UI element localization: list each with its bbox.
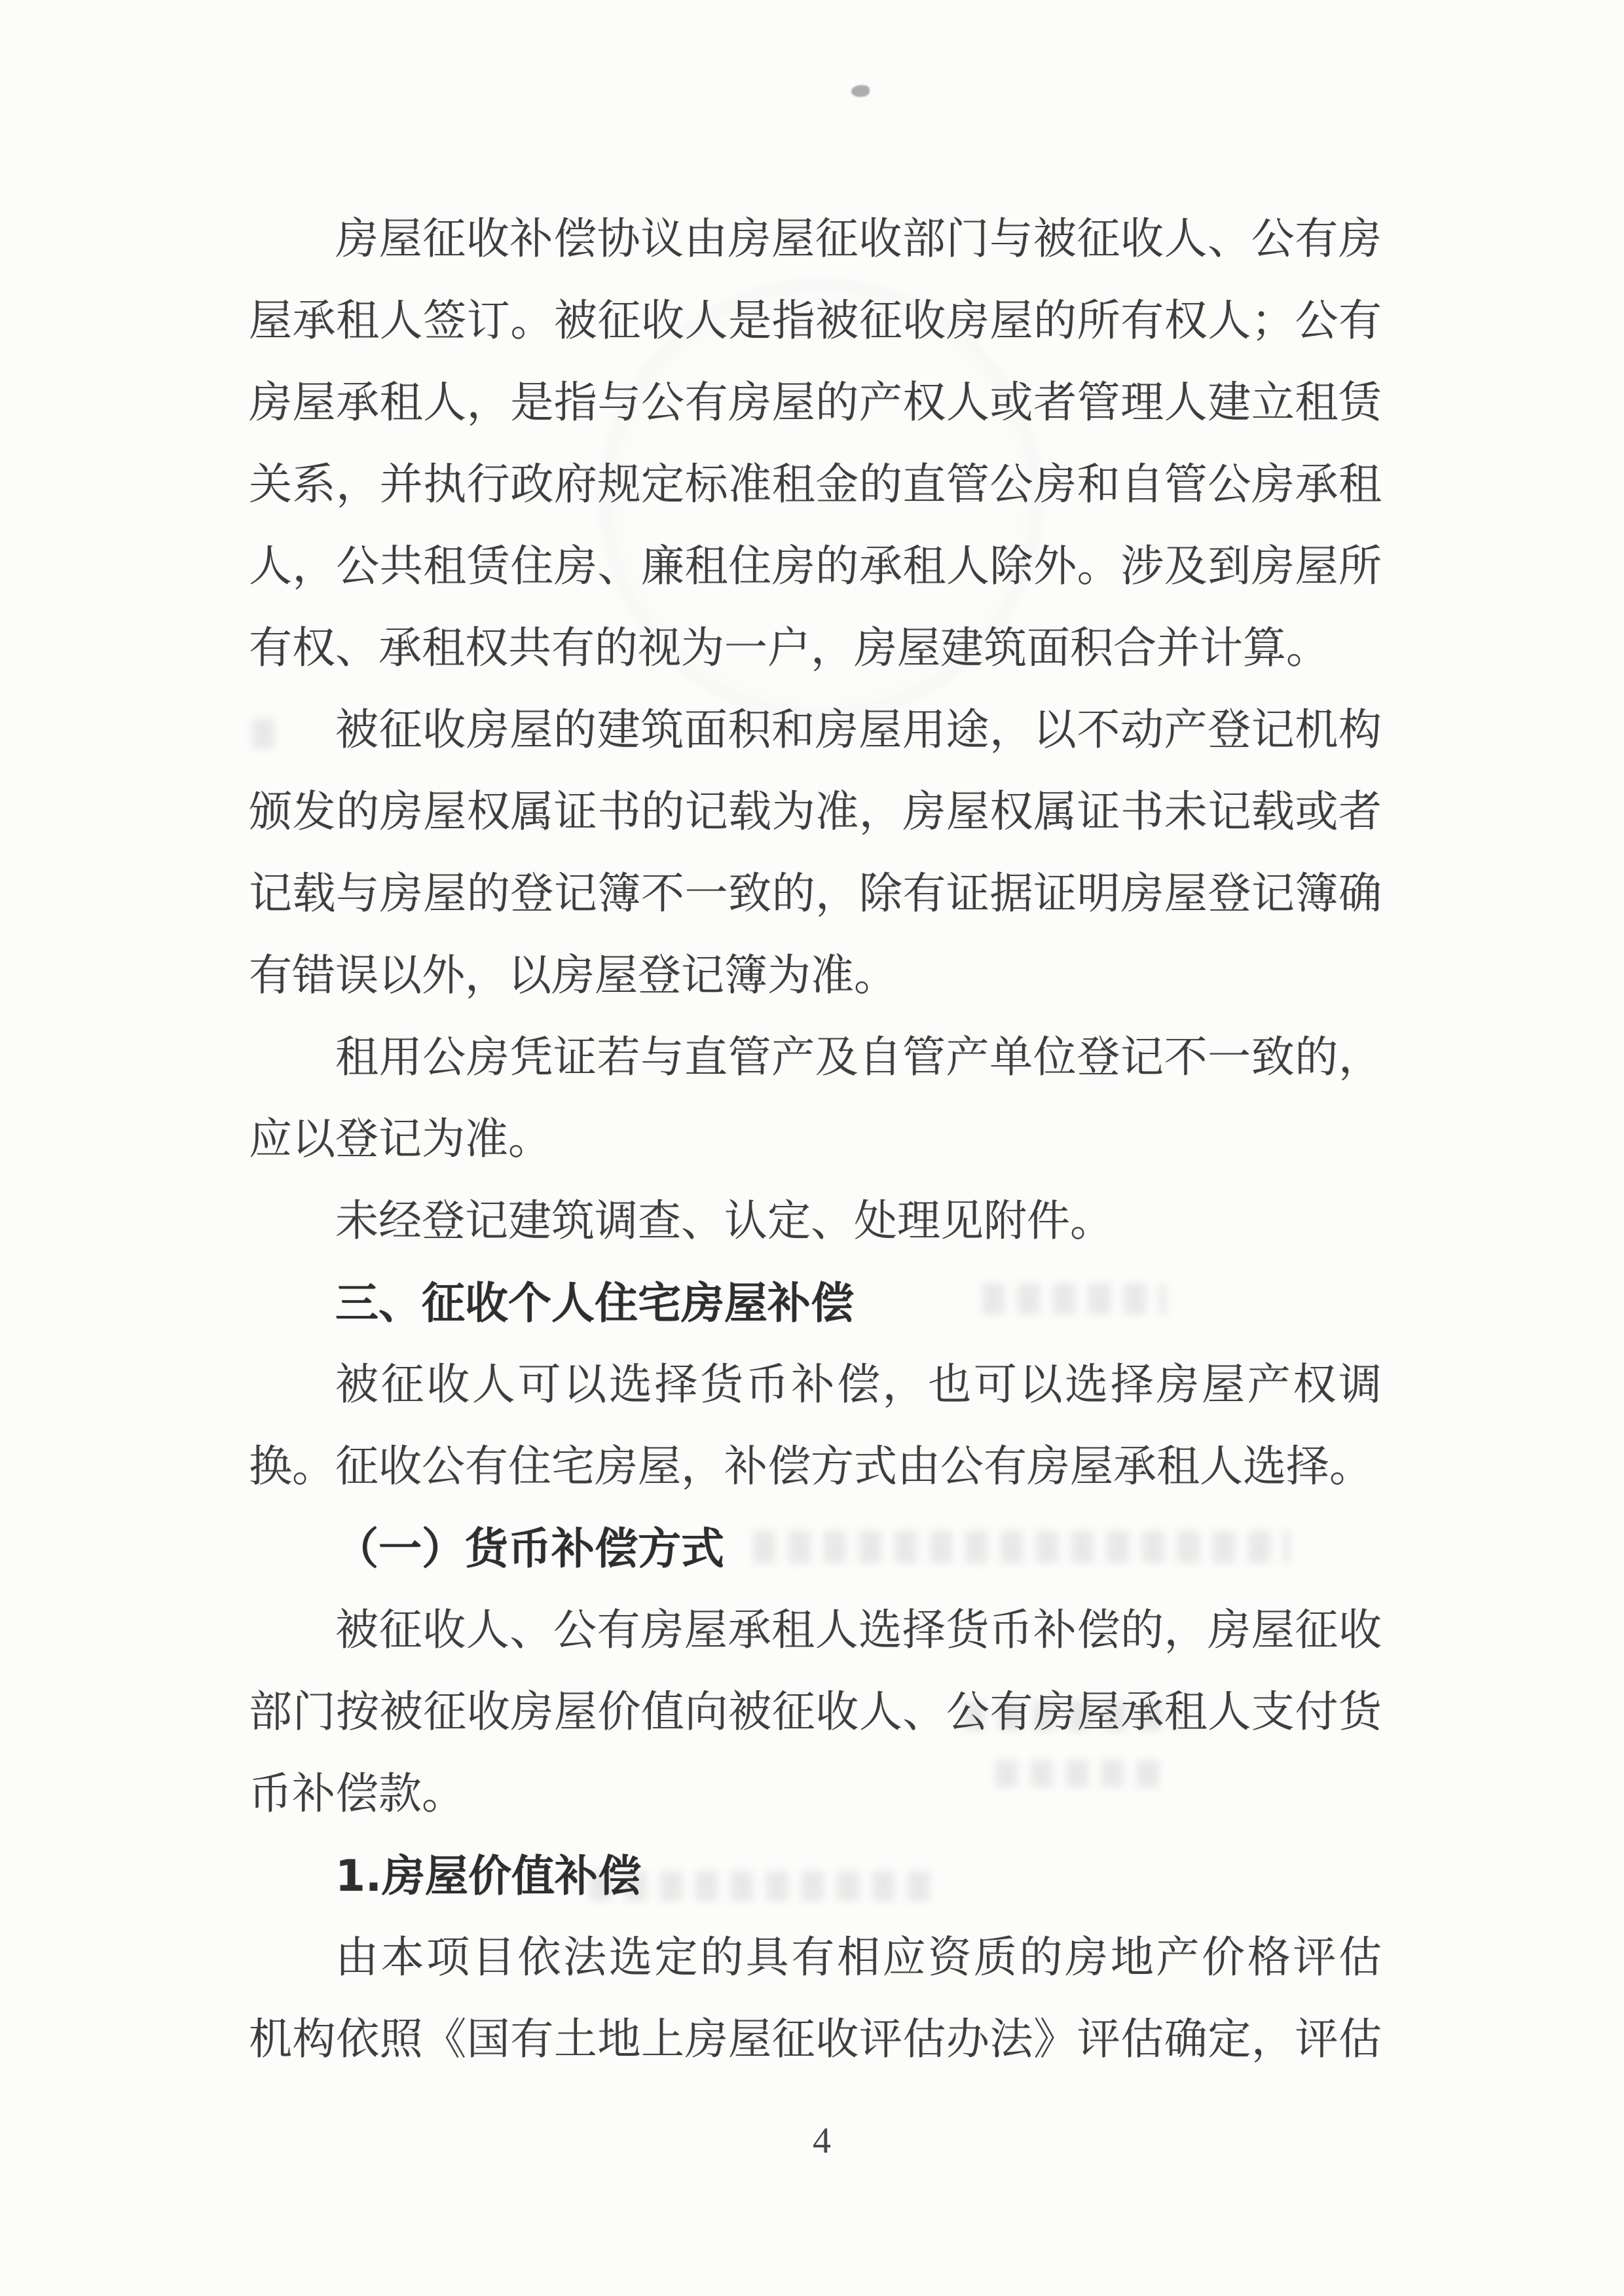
text-line: 记载与房屋的登记簿不一致的，除有证据证明房屋登记簿确 xyxy=(249,870,1382,918)
text-line: 房屋承租人，是指与公有房屋的产权人或者管理人建立租赁 xyxy=(249,379,1382,427)
text-line: 有错误以外，以房屋登记簿为准。 xyxy=(249,952,897,1000)
text-line: 被征收人可以选择货币补偿，也可以选择房屋产权调 xyxy=(335,1361,1382,1409)
scan-speck xyxy=(851,85,870,97)
text-line: 由本项目依法选定的具有相应资质的房地产价格评估 xyxy=(335,1934,1382,1982)
heading-line: （一）货币补偿方式 xyxy=(335,1523,724,1574)
text-line: 应以登记为准。 xyxy=(249,1116,551,1163)
text-line: 部门按被征收房屋价值向被征收人、公有房屋承租人支付货 xyxy=(249,1688,1382,1736)
heading-line: 三、征收个人住宅房屋补偿 xyxy=(335,1278,854,1328)
text-line: 人，公共租赁住房、廉租住房的承租人除外。涉及到房屋所 xyxy=(249,543,1382,591)
text-line: 换。征收公有住宅房屋，补偿方式由公有房屋承租人选择。 xyxy=(249,1443,1373,1491)
text-line: 屋承租人签订。被征收人是指被征收房屋的所有权人；公有 xyxy=(249,297,1382,345)
text-line: 未经登记建筑调查、认定、处理见附件。 xyxy=(335,1197,1113,1245)
text-line: 被征收房屋的建筑面积和房屋用途，以不动产登记机构 xyxy=(335,706,1382,754)
text-line: 机构依照《国有土地上房屋征收评估办法》评估确定，评估 xyxy=(249,2016,1382,2064)
text-line: 关系，并执行政府规定标准租金的直管公房和自管公房承租 xyxy=(249,461,1382,509)
text-line: 币补偿款。 xyxy=(249,1770,465,1818)
text-line: 颁发的房屋权属证书的记载为准，房屋权属证书未记载或者 xyxy=(249,788,1382,836)
document-body xyxy=(249,198,1382,2081)
text-line: 被征收人、公有房屋承租人选择货币补偿的，房屋征收 xyxy=(335,1607,1382,1654)
heading-line: 1.房屋价值补偿 xyxy=(335,1851,641,1901)
page-number: 4 xyxy=(813,2121,831,2161)
text-line: 房屋征收补偿协议由房屋征收部门与被征收人、公有房 xyxy=(335,215,1382,263)
text-line: 租用公房凭证若与直管产及自管产单位登记不一致的， xyxy=(335,1034,1382,1082)
text-line: 有权、承租权共有的视为一户，房屋建筑面积合并计算。 xyxy=(249,625,1329,672)
